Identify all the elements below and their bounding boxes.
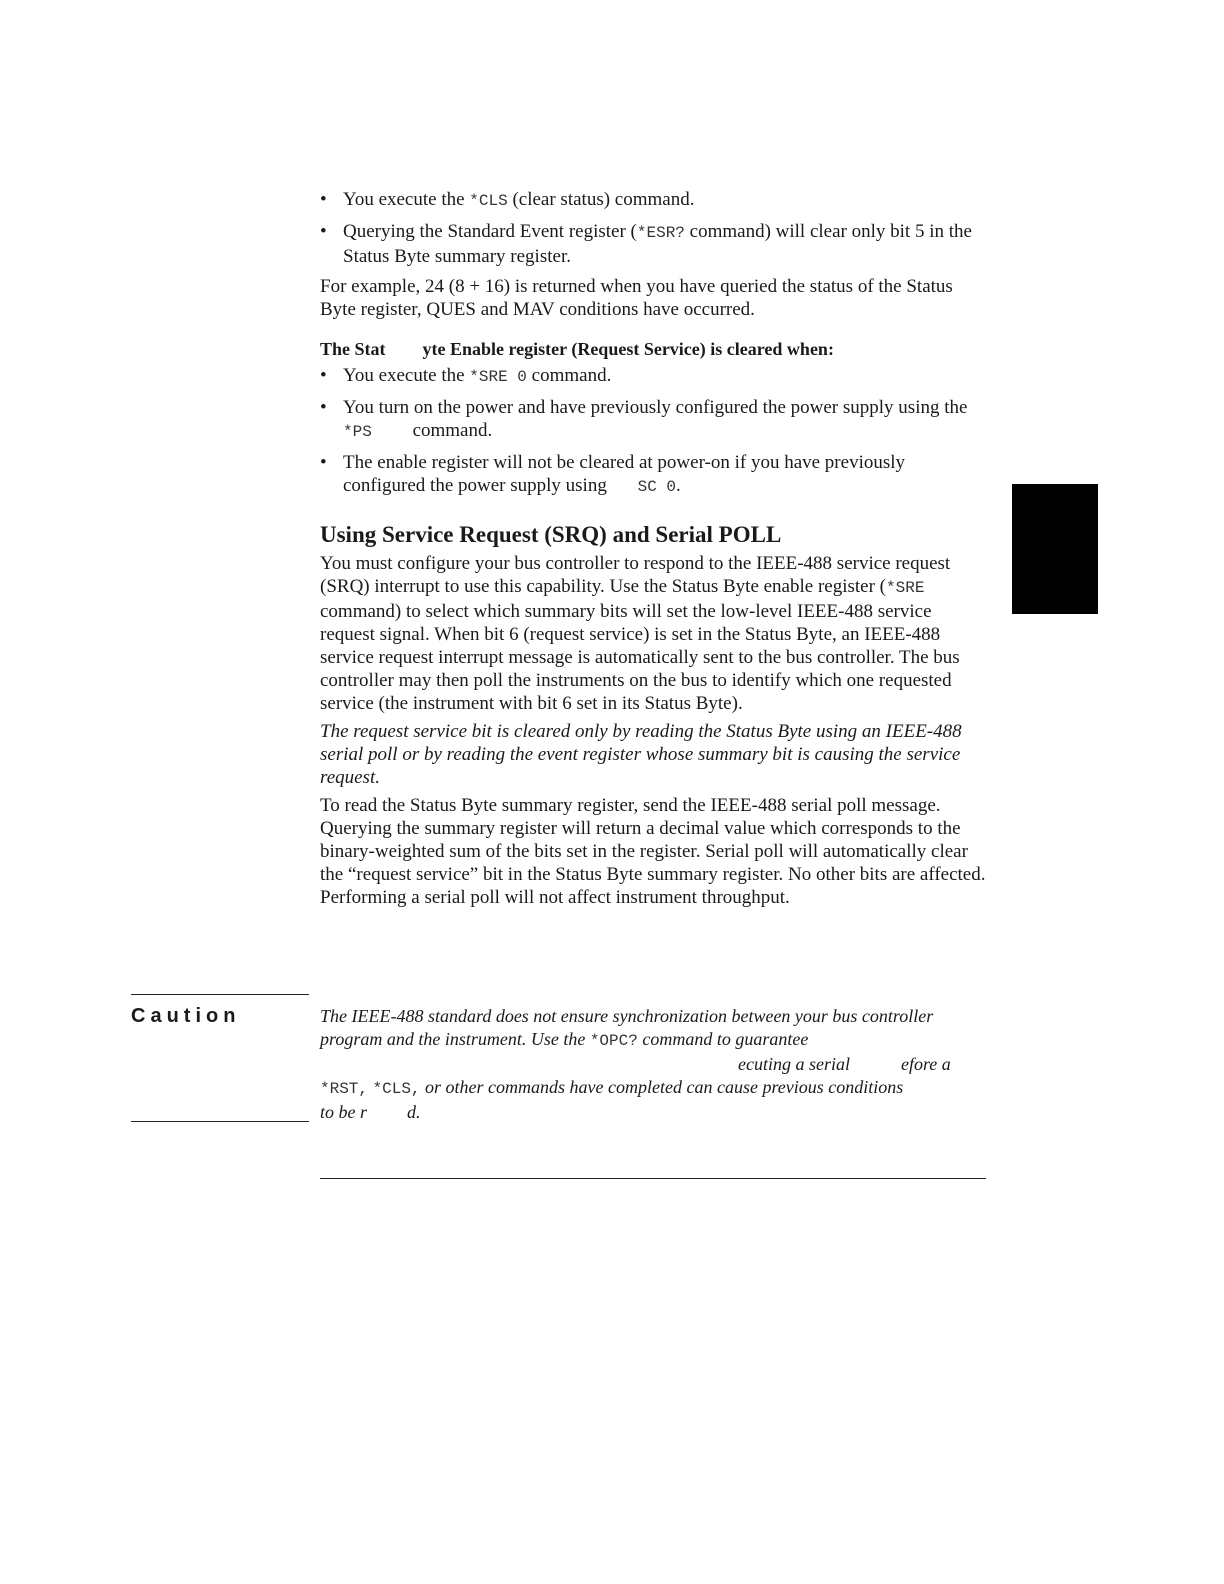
command-psc: *PS	[343, 423, 372, 441]
example-paragraph: For example, 24 (8 + 16) is returned when you have queried the status of the Status Byte register, QUES and MAV conditions have occurred.	[320, 276, 953, 320]
text: command to guarantee	[637, 1029, 809, 1049]
caution-line	[320, 1053, 986, 1076]
list-item	[320, 188, 986, 213]
text: The Stat	[320, 339, 386, 359]
text: command.	[526, 365, 612, 386]
text: yte Enable register (Request Service) is cleared when:	[422, 339, 834, 359]
list-item	[320, 364, 986, 389]
command-cls: *CLS,	[372, 1080, 421, 1098]
text: You turn on the power and have previously configured the power supply using the	[343, 397, 968, 418]
footer-rule	[320, 1178, 986, 1179]
read-paragraph: To read the Status Byte summary register, send the IEEE-488 serial poll message. Querying the summary register will return a decimal value which corresponds to the binary-weighted sum of the bits set in the register. Serial poll will automatically clear the “request service” bit in the Status Byte summary register. No other bits are affected. Performing a serial poll will not affect instrument throughput.	[320, 795, 986, 908]
section-title: Using Service Request (SRQ) and Serial POLL	[320, 522, 782, 547]
text: or other commands have completed can cause previous conditions	[420, 1077, 904, 1097]
list-item	[320, 220, 986, 268]
text: You execute the	[343, 189, 470, 210]
caution-line	[320, 1101, 986, 1124]
command-psc0: SC 0	[637, 478, 676, 496]
text: d.	[407, 1102, 421, 1122]
text: command) will clear only bit 5 in the Status Byte summary register.	[343, 221, 972, 267]
list-item	[320, 396, 986, 444]
caution-bottom-rule	[131, 1121, 309, 1122]
caution-top-rule	[131, 994, 309, 995]
caution-label: Caution	[131, 1005, 241, 1027]
text: ecuting a serial	[738, 1054, 850, 1074]
text: (clear status) command.	[507, 189, 695, 210]
text: You execute the	[343, 365, 470, 386]
caution-line	[320, 1076, 986, 1101]
command-rst: *RST,	[320, 1080, 369, 1098]
srq-paragraph	[320, 552, 986, 715]
chapter-tab-marker	[1012, 484, 1098, 614]
srq-block	[320, 552, 986, 909]
text: command.	[407, 420, 493, 441]
list-item	[320, 451, 986, 499]
text: The enable register will not be cleared at power-on if you have previously configured the power supply using	[343, 452, 906, 496]
text: efore a	[900, 1054, 951, 1074]
text: command) to select which summary bits will set the low-level IEEE-488 service request signal. When bit 6 (request service) is set in the Status Byte, an IEEE-488 service request interrupt message is automatically sent to the bus controller. The bus controller may then poll the instruments on the bus to identify which one requested service (the instrument with bit 6 set in its Status Byte).	[320, 601, 960, 714]
caution-line	[320, 1028, 986, 1053]
command-sre0: *SRE 0	[469, 368, 527, 386]
text: program and the instrument. Use the	[320, 1029, 590, 1049]
sre-block	[320, 338, 986, 499]
caution-line: The IEEE-488 standard does not ensure synchronization between your bus controller	[320, 1006, 934, 1026]
italic-note: The request service bit is cleared only by reading the Status Byte using an IEEE-488 serial poll or by reading the event register whose summary bit is causing the service request.	[320, 721, 962, 788]
command-cls: *CLS	[469, 192, 508, 210]
sre-heading	[320, 338, 986, 360]
command-opc: *OPC?	[589, 1032, 638, 1050]
command-esr: *ESR?	[636, 224, 685, 242]
text: Querying the Standard Event register (	[343, 221, 637, 242]
caution-text	[320, 1005, 986, 1124]
text: to be r	[320, 1102, 367, 1122]
text: You must configure your bus controller to respond to the IEEE-488 service request (SRQ) interrupt to use this capability. Use the Status Byte enable register (	[320, 553, 951, 597]
command-sre: *SRE	[886, 579, 925, 597]
top-bullets-block	[320, 188, 986, 321]
text: .	[676, 475, 681, 496]
